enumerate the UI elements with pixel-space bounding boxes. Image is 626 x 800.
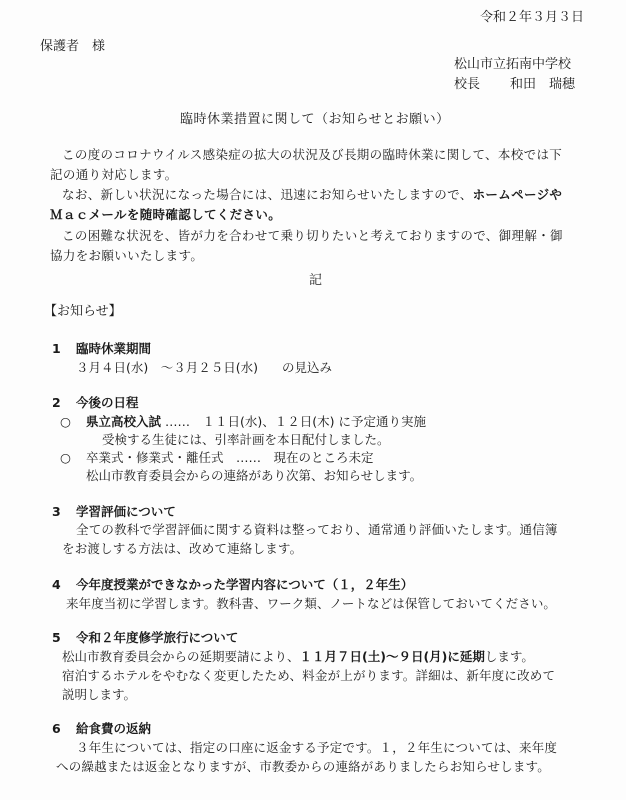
section-2-item-1 bbox=[86, 412, 426, 432]
section-4-line-1: 来年度当初に学習します。教科書、ワーク類、ノートなどは保管しておいてください。 bbox=[66, 596, 557, 611]
principal-title: 校長 bbox=[454, 77, 481, 92]
principal-line bbox=[454, 75, 575, 95]
recipient: 保護者 様 bbox=[40, 39, 106, 54]
ki-label: 記 bbox=[309, 273, 323, 288]
section-1-note: の見込み bbox=[282, 360, 333, 375]
section-2-heading: 今後の日程 bbox=[76, 395, 139, 410]
section-5-line-1-bold: １１月７日(土)～９日(月)に延期 bbox=[299, 649, 485, 664]
intro-p1-line2: 記の通り対応します。 bbox=[50, 167, 178, 182]
principal-name: 和田 瑞穂 bbox=[510, 77, 576, 92]
bullet-icon: ○ bbox=[60, 450, 71, 465]
section-5-line-1 bbox=[62, 647, 534, 667]
section-4-number: 4 bbox=[52, 577, 61, 592]
section-1-line bbox=[76, 358, 332, 378]
section-5-line-1-a: 松山市教育委員会からの延期要請により、 bbox=[62, 649, 300, 664]
document-date: 令和２年３月３日 bbox=[480, 10, 585, 25]
section-5-number: 5 bbox=[52, 630, 61, 645]
section-2-item-2: 卒業式・修業式・離任式 …… 現在のところ未定 bbox=[86, 450, 374, 465]
section-5-heading: 令和２年度修学旅行について bbox=[76, 630, 239, 645]
section-6-heading: 給食費の返納 bbox=[76, 721, 152, 736]
section-5-line-2: 宿泊するホテルをやむなく変更したため、料金が上がります。詳細は、新年度に改めて bbox=[62, 668, 556, 683]
intro-p3-line1: この困難な状況を、皆が力を合わせて乗り切りたいと考えておりますので、御理解・御 bbox=[62, 228, 563, 243]
intro-p2-line1 bbox=[62, 185, 562, 205]
section-2-item-1-detail: …… １１日(水)、１２日(木) に予定通り実施 bbox=[165, 414, 426, 429]
intro-p2-text: なお、新しい状況になった場合には、迅速にお知らせいたしますので、 bbox=[62, 187, 473, 202]
section-5-line-3: 説明します。 bbox=[62, 687, 137, 702]
section-2-item-2-sub: 松山市教育委員会からの連絡があり次第、お知らせします。 bbox=[86, 468, 423, 483]
intro-p2-bold: ホームページや bbox=[472, 187, 563, 202]
intro-p1-line1: この度のコロナウイルス感染症の拡大の状況及び長期の臨時休業に関して、本校では下 bbox=[62, 147, 563, 162]
section-5-line-1-c: します。 bbox=[484, 649, 534, 664]
notice-label: 【お知らせ】 bbox=[44, 304, 122, 319]
section-3-line-1: 全ての教科で学習評価に関する資料は整っており、通常通り評価いたします。通信簿 bbox=[76, 522, 558, 537]
section-6-number: 6 bbox=[52, 721, 61, 736]
school-name: 松山市立拓南中学校 bbox=[454, 57, 572, 72]
section-3-number: 3 bbox=[52, 504, 61, 519]
section-2-item-1-sub: 受検する生徒には、引率計画を本日配付しました。 bbox=[102, 432, 390, 447]
section-4-heading: 今年度授業ができなかった学習内容について（１，２年生） bbox=[76, 577, 414, 592]
section-2-item-1-label: 県立高校入試 bbox=[86, 414, 162, 429]
document-title: 臨時休業措置に関して（お知らせとお願い） bbox=[180, 112, 450, 127]
section-1-heading: 臨時休業期間 bbox=[76, 341, 152, 356]
intro-p2-line2: Ｍａｃメールを随時確認してください。 bbox=[50, 207, 282, 222]
section-6-line-2: への繰越または返金となりますが、市教委からの連絡がありましたらお知らせします。 bbox=[56, 759, 550, 774]
intro-p3-line2: 協力をお願いいたします。 bbox=[50, 248, 204, 263]
section-3-line-2: をお渡しする方法は、改めて連絡します。 bbox=[62, 541, 303, 556]
section-6-line-1: ３年生については、指定の口座に返金する予定です。１，２年生については、来年度 bbox=[76, 740, 558, 755]
section-1-number: 1 bbox=[52, 341, 61, 356]
section-3-heading: 学習評価について bbox=[76, 504, 176, 519]
bullet-icon: ○ bbox=[60, 414, 71, 429]
section-2-number: 2 bbox=[52, 395, 61, 410]
section-1-dates: ３月４日(水) ～３月２５日(水) bbox=[76, 360, 259, 375]
